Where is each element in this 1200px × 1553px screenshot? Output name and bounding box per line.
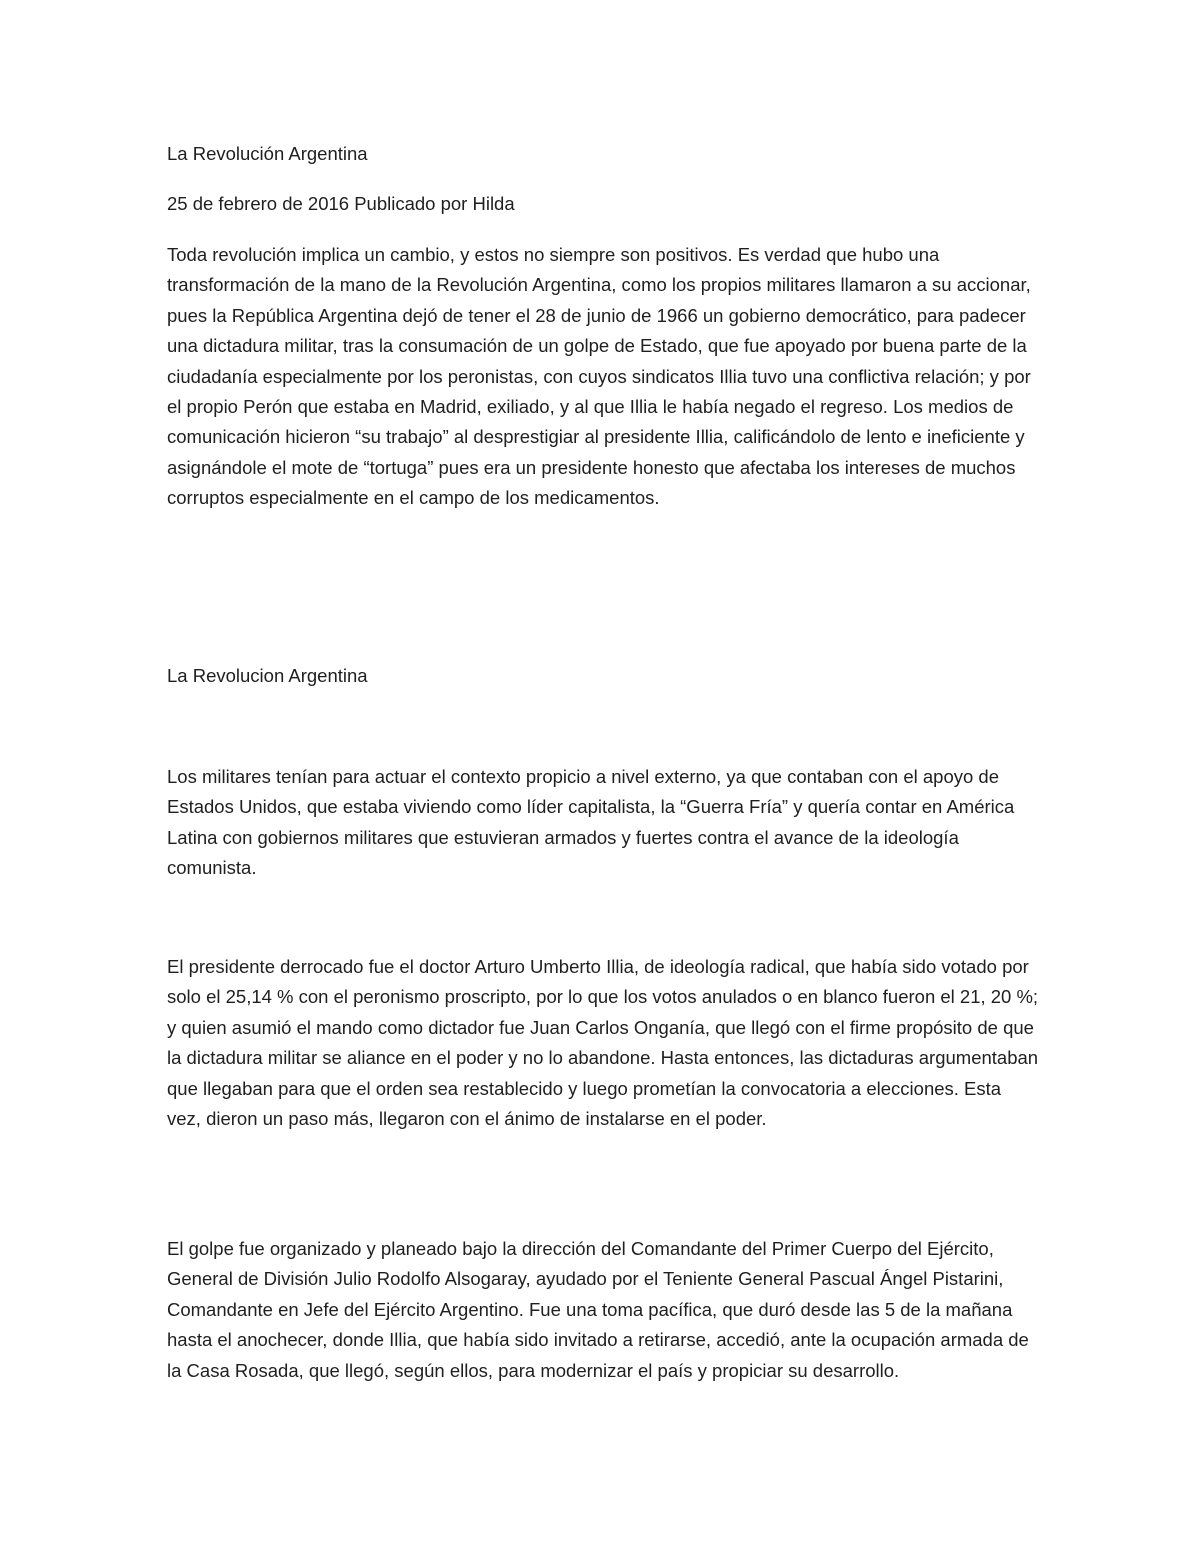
document-subtitle: La Revolucion Argentina — [167, 665, 368, 686]
paragraph-2: Los militares tenían para actuar el contexto propicio a nivel externo, ya que contaban con el apoyo de Estados Unidos, que estaba viviendo como líder capitalista, la “Guerra Fría” y quería contar en América Latina con gobiernos militares que estuvieran armados y fuertes contra el avance de la ideología comunista. — [167, 766, 1015, 879]
paragraph-4: El golpe fue organizado y planeado bajo la dirección del Comandante del Primer Cuerpo del Ejército, General de División Julio Rodolfo Alsogaray, ayudado por el Teniente General Pascual Ángel Pistarini, Comandante en Jefe del Ejército Argentino. Fue una toma pacífica, que duró desde las 5 de la mañana hasta el anochecer, donde Illia, que había sido invitado a retirarse, accedió, ante la ocupación armada de la Casa Rosada, que llegó, según ellos, para modernizar el país y propiciar su desarrollo. — [167, 1238, 1029, 1381]
document-title: La Revolución Argentina — [167, 143, 368, 164]
document-byline: 25 de febrero de 2016 Publicado por Hilda — [167, 193, 515, 214]
paragraph-1: Toda revolución implica un cambio, y estos no siempre son positivos. Es verdad que hubo una transformación de la mano de la Revolución Argentina, como los propios militares llamaron a su accionar, pues la República Argentina dejó de tener el 28 de junio de 1966 un gobierno democrático, para padecer una dictadura militar, tras la consumación de un golpe de Estado, que fue apoyado por buena parte de la ciudadanía especialmente por los peronistas, con cuyos sindicatos Illia tuvo una conflictiva relación; y por el propio Perón que estaba en Madrid, exiliado, y al que Illia le había negado el regreso. Los medios de comunicación hicieron “su trabajo” al desprestigiar al presidente Illia, calificándolo de lento e ineficiente y asignándole el mote de “tortuga” pues era un presidente honesto que afectaba los intereses de muchos corruptos especialmente en el campo de los medicamentos. — [167, 244, 1031, 509]
paragraph-3: El presidente derrocado fue el doctor Arturo Umberto Illia, de ideología radical, que había sido votado por solo el 25,14 % con el peronismo proscripto, por lo que los votos anulados o en blanco fueron el 21, 20 %; y quien asumió el mando como dictador fue Juan Carlos Onganía, que llegó con el firme propósito de que la dictadura militar se aliance en el poder y no lo abandone. Hasta entonces, las dictaduras argumentaban que llegaban para que el orden sea restablecido y luego prometían la convocatoria a elecciones. Esta vez, dieron un paso más, llegaron con el ánimo de instalarse en el poder. — [167, 956, 1039, 1130]
